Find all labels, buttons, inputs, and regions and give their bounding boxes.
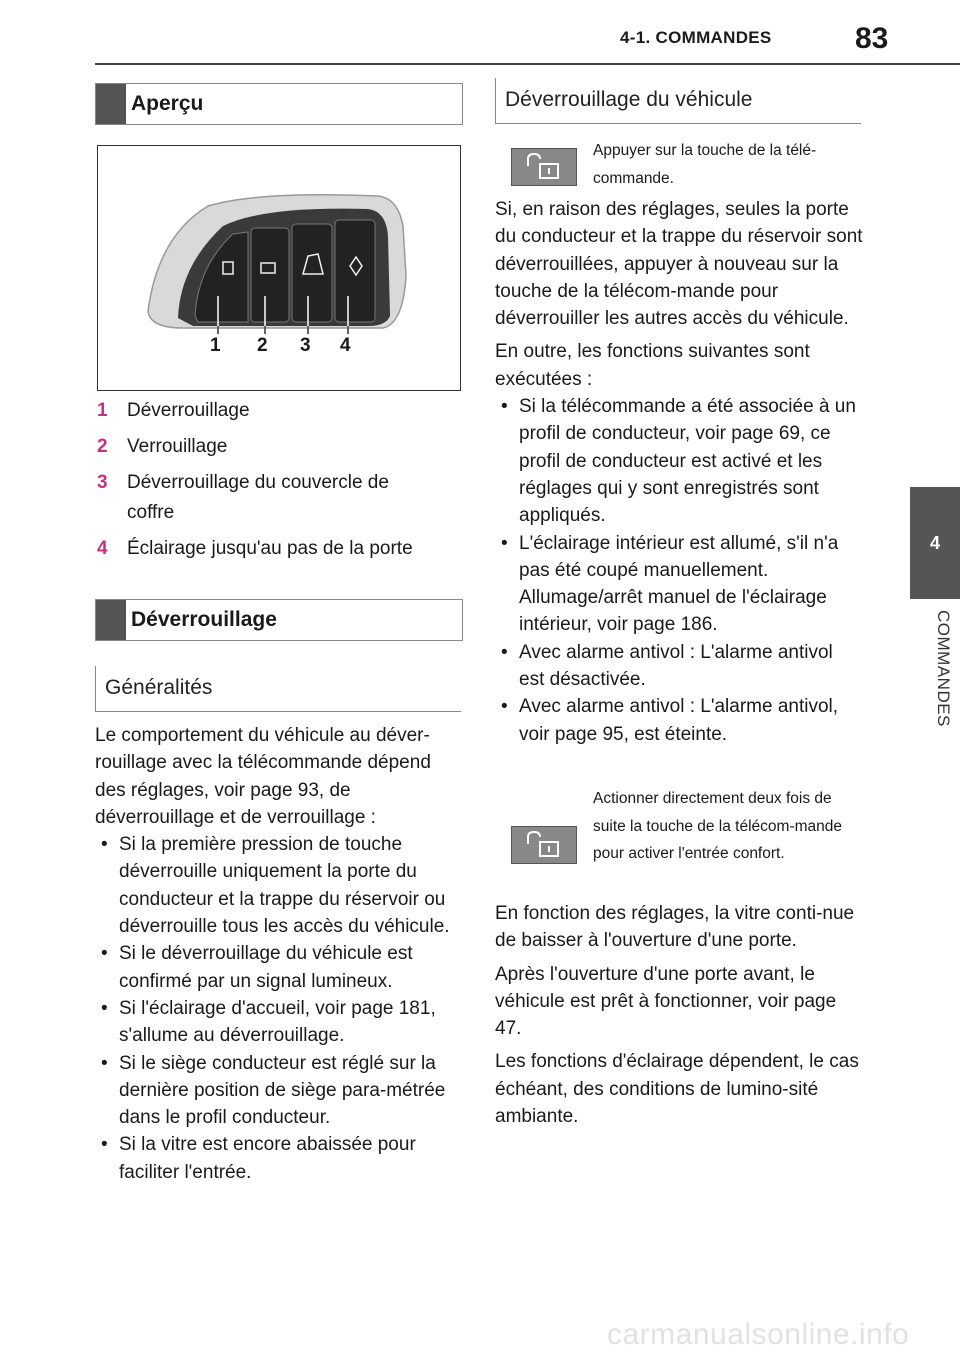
list-item: • Si le siège conducteur est réglé sur la dernière position de siège para-métrée dans le profil conducteur. bbox=[95, 1050, 465, 1132]
instruction-press-once: Appuyer sur la touche de la télé-commande. bbox=[593, 142, 817, 187]
open-lock-icon bbox=[512, 149, 576, 185]
page-number: 83 bbox=[855, 22, 889, 55]
apercu-heading: Aperçu bbox=[131, 92, 204, 115]
heading-marker bbox=[96, 600, 126, 640]
apercu-heading-box bbox=[95, 83, 463, 125]
legend-item bbox=[97, 468, 457, 528]
legend-number: 4 bbox=[97, 538, 108, 559]
list-item: • Si l'éclairage d'accueil, voir page 181, s'allume au déverrouillage. bbox=[95, 995, 465, 1050]
paragraph: Les fonctions d'éclairage dépendent, le cas échéant, des conditions de lumino-sité ambiante. bbox=[495, 1051, 859, 1128]
legend-text: Déverrouillage du couvercle de coffre bbox=[127, 472, 389, 523]
legend-item bbox=[97, 534, 457, 564]
header-rule bbox=[95, 63, 960, 65]
legend-text: Déverrouillage bbox=[127, 400, 250, 421]
paragraph: Si, en raison des réglages, seules la porte du conducteur et la trappe du réservoir sont déverrouillées, appuyer à nouveau sur la touche de la télécom-mande pour déverrouiller les autres accès du véhicule. bbox=[495, 199, 863, 330]
figure-legend bbox=[97, 396, 457, 564]
legend-number: 2 bbox=[97, 436, 108, 457]
chapter-label: COMMANDES bbox=[934, 610, 953, 727]
subheading-bar bbox=[495, 78, 496, 123]
deverrouillage-heading-box bbox=[95, 599, 463, 641]
unlock-button-icon bbox=[511, 148, 577, 186]
list-item: • L'éclairage intérieur est allumé, s'il n'a pas été coupé manuellement. Allumage/arrêt manuel de l'éclairage intérieur, voir page 186. bbox=[495, 530, 863, 639]
chapter-number: 4 bbox=[929, 532, 940, 553]
legend-number: 3 bbox=[97, 472, 108, 493]
key-fob-figure bbox=[97, 145, 461, 391]
paragraph: En fonction des réglages, la vitre conti-nue de baisser à l'ouverture d'une porte. bbox=[495, 903, 855, 952]
heading-marker bbox=[96, 84, 126, 124]
legend-text: Éclairage jusqu'au pas de la porte bbox=[127, 538, 413, 559]
right-bullet-list bbox=[495, 393, 863, 748]
key-fob-illustration bbox=[98, 146, 460, 390]
subheading-rule bbox=[95, 711, 461, 712]
instruction-press-twice: Actionner directement deux fois de suite la touche de la télécom-mande pour activer l'entrée confort. bbox=[593, 790, 843, 862]
paragraph: En outre, les fonctions suivantes sont exécutées : bbox=[495, 341, 810, 390]
right-body-lower bbox=[495, 900, 863, 1136]
list-item: • Si la vitre est encore abaissée pour faciliter l'entrée. bbox=[95, 1131, 465, 1186]
legend-number: 1 bbox=[97, 400, 108, 421]
list-item: • Avec alarme antivol : L'alarme antivol est désactivée. bbox=[495, 639, 863, 694]
intro-paragraph: Le comportement du véhicule au déver-rouillage avec la télécommande dépend des réglages, voir page 93, de déverrouillage et de verrouillage : bbox=[95, 725, 431, 828]
list-item: • Si la première pression de touche déverrouille uniquement la porte du conducteur et la trappe du réservoir ou déverrouille tous les accès du véhicule. bbox=[95, 831, 465, 940]
section-title: 4-1. COMMANDES bbox=[620, 28, 772, 47]
legend-text: Verrouillage bbox=[127, 436, 228, 457]
deverrouillage-heading: Déverrouillage bbox=[131, 608, 277, 631]
left-bullet-list bbox=[95, 831, 465, 1186]
subheading-bar bbox=[95, 666, 96, 711]
callout-4: 4 bbox=[340, 335, 351, 356]
list-item: • Si le déverrouillage du véhicule est confirmé par un signal lumineux. bbox=[95, 940, 465, 995]
legend-item bbox=[97, 396, 457, 426]
watermark: carmanualsonline.info bbox=[607, 1318, 910, 1351]
list-item: • Si la télécommande a été associée à un profil de conducteur, voir page 69, ce profil de conducteur est activé et les réglages qui y sont enregistrés sont appliqués. bbox=[495, 393, 863, 529]
callout-3: 3 bbox=[300, 335, 311, 356]
paragraph: Après l'ouverture d'une porte avant, le véhicule est prêt à fonctionner, voir page 47. bbox=[495, 963, 837, 1040]
unlock-button-icon bbox=[511, 826, 577, 864]
callout-1: 1 bbox=[210, 335, 221, 356]
callout-2: 2 bbox=[257, 335, 268, 356]
right-body bbox=[495, 196, 863, 748]
open-lock-icon bbox=[512, 827, 576, 863]
list-item: • Avec alarme antivol : L'alarme antivol, voir page 95, est éteinte. bbox=[495, 693, 863, 748]
chapter-tab bbox=[910, 487, 960, 599]
generalites-heading: Généralités bbox=[105, 676, 213, 699]
deverrouillage-vehicule-heading: Déverrouillage du véhicule bbox=[505, 88, 753, 111]
left-body bbox=[95, 722, 465, 1186]
subheading-rule bbox=[495, 123, 861, 124]
legend-item bbox=[97, 432, 457, 462]
